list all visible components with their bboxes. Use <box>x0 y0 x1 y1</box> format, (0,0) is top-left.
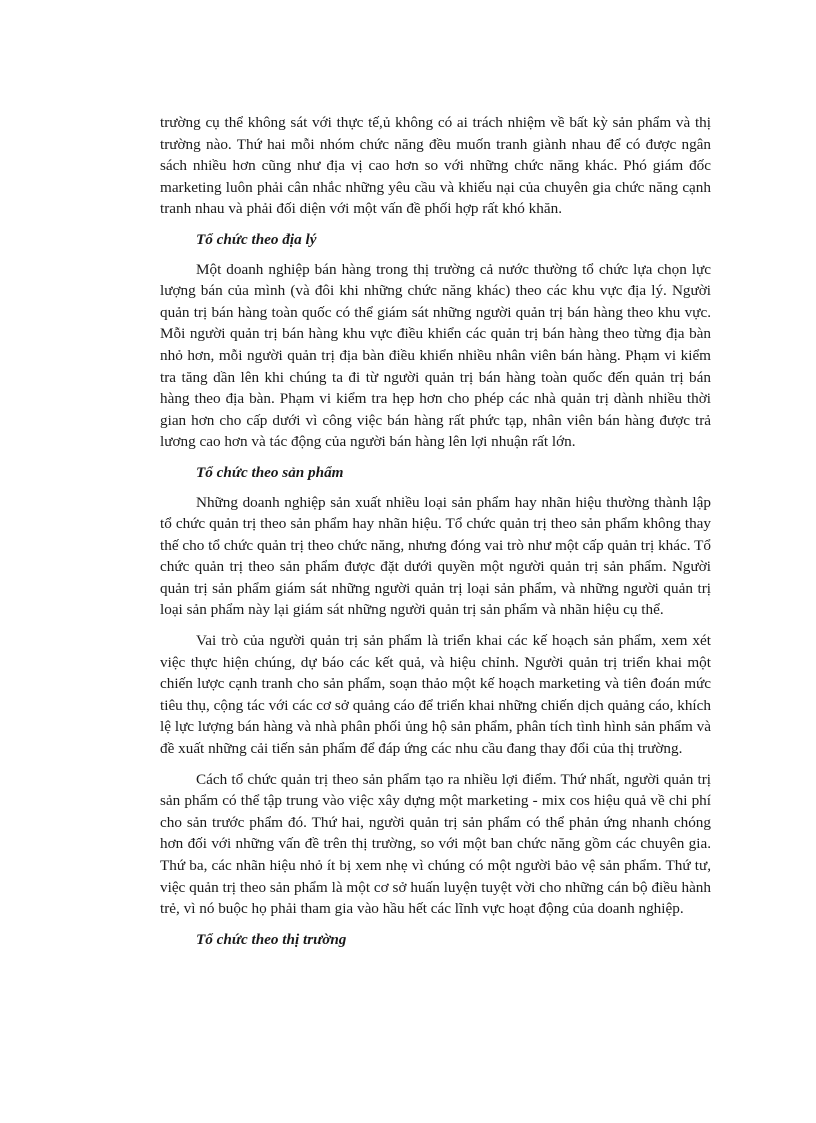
product-paragraph-1: Những doanh nghiệp sản xuất nhiều loại sản phẩm hay nhãn hiệu thường thành lập tổ chức quản trị theo sản phẩm hay nhãn hiệu. Tổ chức quản trị theo sản phẩm không thay thế cho tổ chức quản trị theo chức năng, nhưng đóng vai trò như một cấp quản trị khác. Tổ chức quản trị theo sản phẩm được đặt dưới quyền một người quản trị sản phẩm. Người quản trị sản phẩm giám sát những người quản trị loại sản phẩm, và những người quản trị loại sản phẩm này lại giám sát những người quản trị sản phẩm và nhãn hiệu cụ thể. <box>160 493 711 619</box>
intro-paragraph: trường cụ thể không sát với thực tế,ủ không có ai trách nhiệm về bất kỳ sản phẩm và thị trường nào. Thứ hai mỗi nhóm chức năng đều muốn tranh giành nhau để có được ngân sách nhiều hơn cũng như địa vị cao hơn so với những chức năng khác. Phó giám đốc marketing luôn phải cân nhắc những yêu cầu và khiếu nại của chuyên gia chức năng cạnh tranh nhau và phải đối diện với một vấn đề phối hợp rất khó khăn. <box>160 114 711 218</box>
geography-paragraph: Một doanh nghiệp bán hàng trong thị trường cả nước thường tổ chức lựa chọn lực lượng bán của mình (và đôi khi những chức năng khác) theo các khu vực địa lý. Người quản trị bán hàng toàn quốc có thể giám sát những người quản trị bán hàng theo khu vực. Mỗi người quản trị bán hàng khu vực điều khiển các quản trị bán hàng theo từng địa bàn nhỏ hơn, mỗi người quản trị địa bàn điều khiển nhiều nhân viên bán hàng. Phạm vi kiểm tra tăng dần lên khi chúng ta đi từ người quản trị bán hàng toàn quốc đến quản trị bán hàng theo địa bàn. Phạm vi kiểm tra hẹp hơn cho phép các nhà quản trị dành nhiều thời gian hơn cho cấp dưới vì công việc bán hàng rất phức tạp, nhân viên bán hàng được trả lương cao hơn và tác động của người bán hàng lên lợi nhuận rất lớn. <box>160 260 711 451</box>
product-paragraph-2: Vai trò của người quản trị sản phẩm là triển khai các kế hoạch sản phẩm, xem xét việc thực hiện chúng, dự báo các kết quả, và hiệu chỉnh. Người quản trị triển khai một chiến lược cạnh tranh cho sản phẩm, soạn thảo một kế hoạch marketing và tiên đoán mức tiêu thụ, cộng tác với các cơ sở quảng cáo để triển khai những chiến dịch quảng cáo, khích lệ lực lượng bán hàng và nhà phân phối ủng hộ sản phẩm, phân tích tình hình sản phẩm và đề xuất những cải tiến sản phẩm để đáp ứng các nhu cầu đang thay đổi của thị trường. <box>160 632 711 758</box>
section-heading-market: Tổ chức theo thị trường <box>196 930 347 948</box>
section-heading-product: Tổ chức theo sản phẩm <box>196 463 344 481</box>
section-heading-geography: Tổ chức theo địa lý <box>196 230 317 248</box>
document-page <box>160 112 711 958</box>
product-paragraph-3: Cách tổ chức quản trị theo sản phẩm tạo ra nhiều lợi điểm. Thứ nhất, người quản trị sản phẩm có thể tập trung vào việc xây dựng một marketing - mix cos hiệu quả về chi phí cho sản trước phẩm đó. Thứ hai, người quản trị sản phẩm có thể phản ứng nhanh chóng hơn đối với những vấn đề trên thị trường, so với một ban chức năng gồm các chuyên gia. Thứ ba, các nhãn hiệu nhỏ ít bị xem nhẹ vì chúng có một người bảo vệ sản phẩm. Thứ tư, việc quản trị theo sản phẩm là một cơ sở huấn luyện tuyệt vời cho những cán bộ điều hành trẻ, vì nó buộc họ phải tham gia vào hầu hết các lĩnh vực hoạt động của doanh nghiệp. <box>160 770 711 918</box>
